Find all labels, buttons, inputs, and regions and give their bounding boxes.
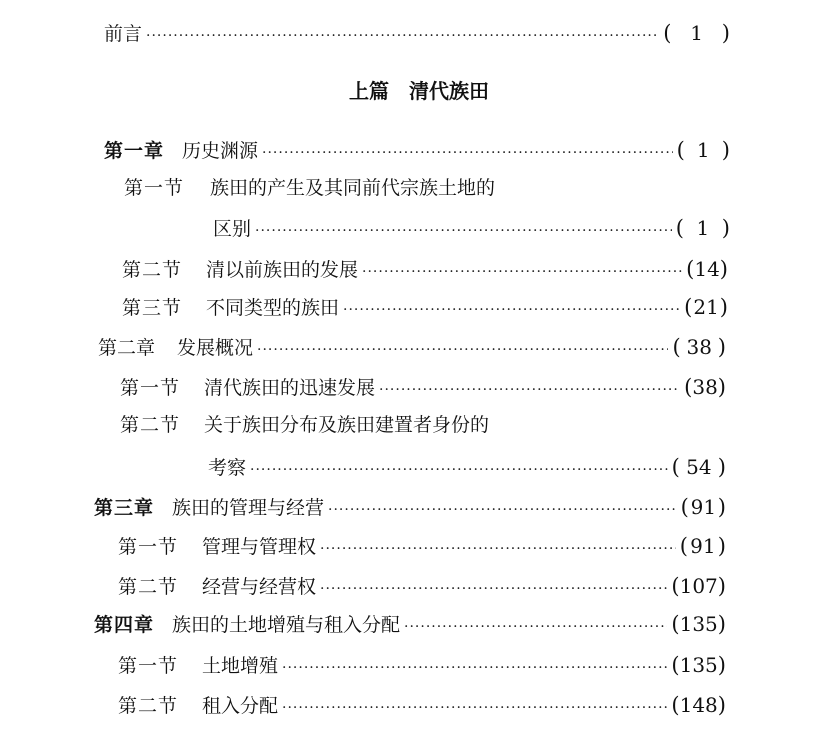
toc-entry-title: 历史渊源 xyxy=(182,140,259,162)
toc-entry-label: 第四章 xyxy=(94,614,155,636)
toc-entry-section xyxy=(118,652,726,681)
toc-entry-title: 经营与经营权 xyxy=(202,576,317,598)
toc-entry-label: 第二节 xyxy=(118,695,179,717)
toc-leader-dots xyxy=(362,259,682,285)
toc-leader-dots xyxy=(328,497,677,523)
toc-page-number: ( 1 ) xyxy=(675,216,730,240)
toc-page-number: ( 1 ) xyxy=(676,138,730,162)
toc-leader-dots xyxy=(146,23,659,49)
toc-entry-label: 第二章 xyxy=(98,337,156,359)
toc-entry-continuation xyxy=(208,454,726,483)
part-heading xyxy=(0,75,830,104)
toc-entry-title: 考察 xyxy=(208,457,247,479)
toc-leader-dots xyxy=(320,536,676,562)
part-title: 清代族田 xyxy=(409,79,489,103)
toc-page-number: ( 21 ) xyxy=(684,295,728,319)
toc-leader-dots xyxy=(262,140,673,166)
toc-page-number: ( 38 ) xyxy=(684,375,726,399)
toc-leader-dots xyxy=(379,377,680,403)
toc-entry-chapter xyxy=(98,334,726,363)
toc-leader-dots xyxy=(404,614,667,640)
toc-entry-section xyxy=(122,294,728,323)
toc-entry-label: 第一节 xyxy=(118,655,179,677)
toc-entry-label: 第三节 xyxy=(122,297,183,319)
toc-entry-title: 不同类型的族田 xyxy=(206,297,340,319)
toc-entry-label: 第一节 xyxy=(120,377,181,399)
toc-entry-title: 土地增殖 xyxy=(202,655,279,677)
toc-page-number: ( 148 ) xyxy=(671,693,726,717)
toc-page-number: ( 135 ) xyxy=(671,653,726,677)
toc-entry-section xyxy=(120,412,726,438)
toc-leader-dots xyxy=(257,337,668,363)
toc-page-number: ( 91 ) xyxy=(679,534,726,558)
toc-entry-label: 第一章 xyxy=(104,140,165,162)
toc-entry-chapter xyxy=(104,137,730,166)
toc-page-number: ( 91 ) xyxy=(680,495,726,519)
toc-leader-dots xyxy=(255,218,672,244)
toc-leader-dots xyxy=(250,457,668,483)
toc-entry-title: 租入分配 xyxy=(202,695,279,717)
toc-entry-title: 关于族田分布及族田建置者身份的 xyxy=(204,414,490,436)
toc-entry-section xyxy=(118,692,726,721)
toc-entry-title: 族田的管理与经营 xyxy=(172,497,325,519)
toc-entry-title: 清代族田的迅速发展 xyxy=(204,377,376,399)
toc-entry-section xyxy=(120,374,726,403)
toc-page-number: ( 38 ) xyxy=(672,335,726,359)
toc-entry-label: 第一节 xyxy=(118,536,179,558)
toc-entry-label: 第三章 xyxy=(94,497,155,519)
toc-entry-label: 第二节 xyxy=(122,259,183,281)
toc-entry-section xyxy=(118,533,726,562)
toc-page-number: ( 1 ) xyxy=(663,21,730,45)
toc-entry-continuation xyxy=(213,215,730,244)
toc-entry-title: 区别 xyxy=(213,218,252,240)
toc-entry-label: 第二节 xyxy=(118,576,179,598)
toc-entry-title: 族田的土地增殖与租入分配 xyxy=(172,614,401,636)
toc-entry-chapter xyxy=(94,611,726,640)
toc-page-number: ( 14 ) xyxy=(686,257,728,281)
toc-page-number: ( 135 ) xyxy=(671,612,726,636)
toc-page-number: ( 54 ) xyxy=(671,455,726,479)
toc-entry-preface xyxy=(104,20,730,49)
toc-entry-chapter xyxy=(94,494,726,523)
toc-entry-title: 管理与管理权 xyxy=(202,536,317,558)
toc-entry-title: 族田的产生及其同前代宗族土地的 xyxy=(210,177,496,199)
toc-entry-section xyxy=(124,175,730,201)
toc-entry-title: 清以前族田的发展 xyxy=(206,259,359,281)
toc-leader-dots xyxy=(343,297,680,323)
toc-entry-label: 第二节 xyxy=(120,414,181,436)
toc-entry-title: 发展概况 xyxy=(177,337,254,359)
part-label: 上篇 xyxy=(349,79,389,103)
toc-leader-dots xyxy=(282,695,667,721)
toc-leader-dots xyxy=(282,655,667,681)
toc-entry-title: 前言 xyxy=(104,23,143,45)
toc-entry-section xyxy=(122,256,728,285)
toc-entry-section xyxy=(118,573,726,602)
toc-leader-dots xyxy=(320,576,667,602)
toc-page-number: ( 107 ) xyxy=(671,574,726,598)
toc-entry-label: 第一节 xyxy=(124,177,185,199)
